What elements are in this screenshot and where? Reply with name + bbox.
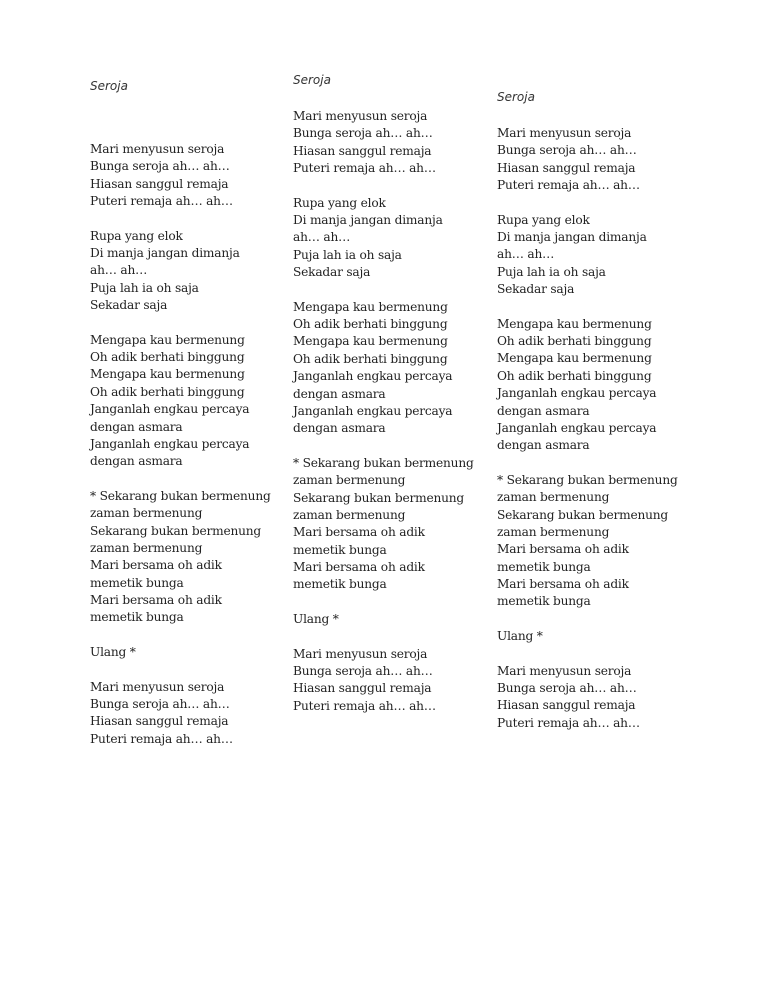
lyric-line: Hiasan sanggul remaja [497,698,636,713]
lyric-line: Puteri remaja ah… ah… [90,731,233,746]
lyric-line [293,177,493,194]
lyric-line: Mari menyusun seroja [293,109,428,123]
lyric-line: Oh adik berhati binggung [497,334,652,349]
lyric-line [497,298,697,315]
lyric-line: Di manja jangan dimanja [293,213,443,228]
lyric-line [293,594,493,611]
lyric-line [497,194,697,211]
lyrics-column-3 [497,89,697,732]
lyric-line: Ulang * [293,611,339,626]
lyric-line: zaman bermenung [497,490,610,505]
song-title: Seroja [293,73,331,87]
lyric-line [293,628,493,645]
lyric-line: Mengapa kau bermenung [497,316,652,331]
lyric-line: zaman bermenung [293,507,406,522]
lyric-line: Sekarang bukan bermenung [497,507,669,522]
lyric-line: Puja lah ia oh saja [293,247,402,262]
lyric-line: memetik bunga [293,542,387,557]
lyric-line: Oh adik berhati binggung [90,350,245,365]
lyric-line [497,645,697,662]
lyric-line: Rupa yang elok [90,228,183,243]
lyric-line: Mari bersama oh adik [293,559,425,574]
lyric-line [497,455,697,472]
lyric-line: Sekadar saja [90,298,168,313]
lyric-line: Bunga seroja ah… ah… [497,681,637,695]
lyric-line: Mengapa kau bermenung [293,334,448,349]
lyric-line: Mari menyusun seroja [90,679,225,694]
lyric-line: Hiasan sanggul remaja [293,143,432,158]
lyrics-body [497,125,697,732]
lyric-line: Hiasan sanggul remaja [90,176,229,191]
lyric-line: Sekadar saja [293,265,371,280]
lyric-line: Puteri remaja ah… ah… [497,178,640,193]
lyric-line: * Sekarang bukan bermenung [293,455,474,470]
lyric-line: Mengapa kau bermenung [90,332,245,347]
song-title: Seroja [90,79,128,93]
lyric-line [293,438,493,455]
lyric-line: * Sekarang bukan bermenung [497,472,678,487]
lyric-line: Oh adik berhati binggung [90,384,245,399]
lyric-line: Rupa yang elok [293,195,386,210]
lyric-line: Oh adik berhati binggung [293,317,448,332]
lyric-line [90,661,290,678]
lyric-line: memetik bunga [497,559,591,574]
lyrics-body [293,108,493,715]
lyric-line: Janganlah engkau percaya [90,402,250,417]
lyric-line: Mari menyusun seroja [497,663,632,678]
lyric-line [293,281,493,298]
lyric-line: zaman bermenung [293,473,406,488]
lyrics-body [90,141,290,748]
lyric-line: Bunga seroja ah… ah… [293,664,433,678]
lyric-line: Bunga seroja ah… ah… [90,697,230,711]
lyric-line: Sekarang bukan bermenung [90,523,262,538]
lyric-line: Oh adik berhati binggung [497,368,652,383]
lyric-line: Hiasan sanggul remaja [293,681,432,696]
lyric-line: Mari bersama oh adik [497,576,629,591]
lyric-line [497,611,697,628]
lyric-line: Hiasan sanggul remaja [497,160,636,175]
lyric-line: Mari menyusun seroja [293,646,428,661]
lyric-line: Mari bersama oh adik [90,592,222,607]
lyric-line: Janganlah engkau percaya [497,420,657,435]
lyric-line: Janganlah engkau percaya [293,403,453,418]
lyric-line: Bunga seroja ah… ah… [497,143,637,158]
lyric-line: memetik bunga [497,594,591,609]
lyric-line: Bunga seroja ah… ah… [90,159,230,174]
lyric-line: Janganlah engkau percaya [90,436,250,451]
lyric-line: Puteri remaja ah… ah… [293,698,436,713]
lyric-line: Janganlah engkau percaya [497,386,657,401]
lyric-line: Oh adik berhati binggung [293,351,448,366]
lyric-line: memetik bunga [90,575,184,590]
song-title: Seroja [497,90,535,104]
lyric-line: dengan asmara [293,386,386,401]
lyrics-column-2 [293,72,493,715]
lyric-line: memetik bunga [293,577,387,592]
lyric-line: zaman bermenung [497,524,610,539]
lyric-line: dengan asmara [497,438,590,453]
lyric-line: Puja lah ia oh saja [497,264,606,279]
lyric-line: ah… ah… [497,247,555,262]
lyric-line: Hiasan sanggul remaja [90,714,229,729]
lyric-line: Puteri remaja ah… ah… [497,715,640,730]
lyric-line: * Sekarang bukan bermenung [90,488,271,503]
lyric-line: memetik bunga [90,610,184,625]
lyric-line: Rupa yang elok [497,212,590,227]
lyric-line: Mengapa kau bermenung [497,351,652,366]
lyric-line: Di manja jangan dimanja [497,230,647,245]
lyric-line: Mari bersama oh adik [497,542,629,557]
lyric-line: Sekarang bukan bermenung [293,490,465,505]
lyric-line: Mari bersama oh adik [90,558,222,573]
lyric-line: Puja lah ia oh saja [90,280,199,295]
lyric-line: ah… ah… [293,230,351,245]
lyric-line: dengan asmara [90,419,183,434]
lyric-line: Sekadar saja [497,282,575,297]
lyric-line: Janganlah engkau percaya [293,369,453,384]
lyric-line: dengan asmara [293,421,386,436]
lyric-line: Mari menyusun seroja [497,126,632,140]
lyrics-column-1 [90,78,290,748]
lyric-line: zaman bermenung [90,506,203,521]
lyric-line: Ulang * [497,628,543,643]
lyric-line: Mengapa kau bermenung [293,299,448,314]
lyric-line [90,210,290,227]
lyric-line: ah… ah… [90,263,148,278]
lyric-line: dengan asmara [497,403,590,418]
lyric-line: Ulang * [90,644,136,659]
lyric-line: Mari menyusun seroja [90,142,225,156]
lyric-line: Di manja jangan dimanja [90,246,240,261]
lyric-line: Mari bersama oh adik [293,525,425,540]
lyric-line: Mengapa kau bermenung [90,367,245,382]
lyric-line: Bunga seroja ah… ah… [293,126,433,141]
lyric-line: Puteri remaja ah… ah… [293,161,436,176]
lyric-line: dengan asmara [90,454,183,469]
lyric-line: zaman bermenung [90,540,203,555]
lyric-line [90,314,290,331]
lyric-line: Puteri remaja ah… ah… [90,194,233,209]
lyric-line [90,471,290,488]
lyric-line [90,627,290,644]
